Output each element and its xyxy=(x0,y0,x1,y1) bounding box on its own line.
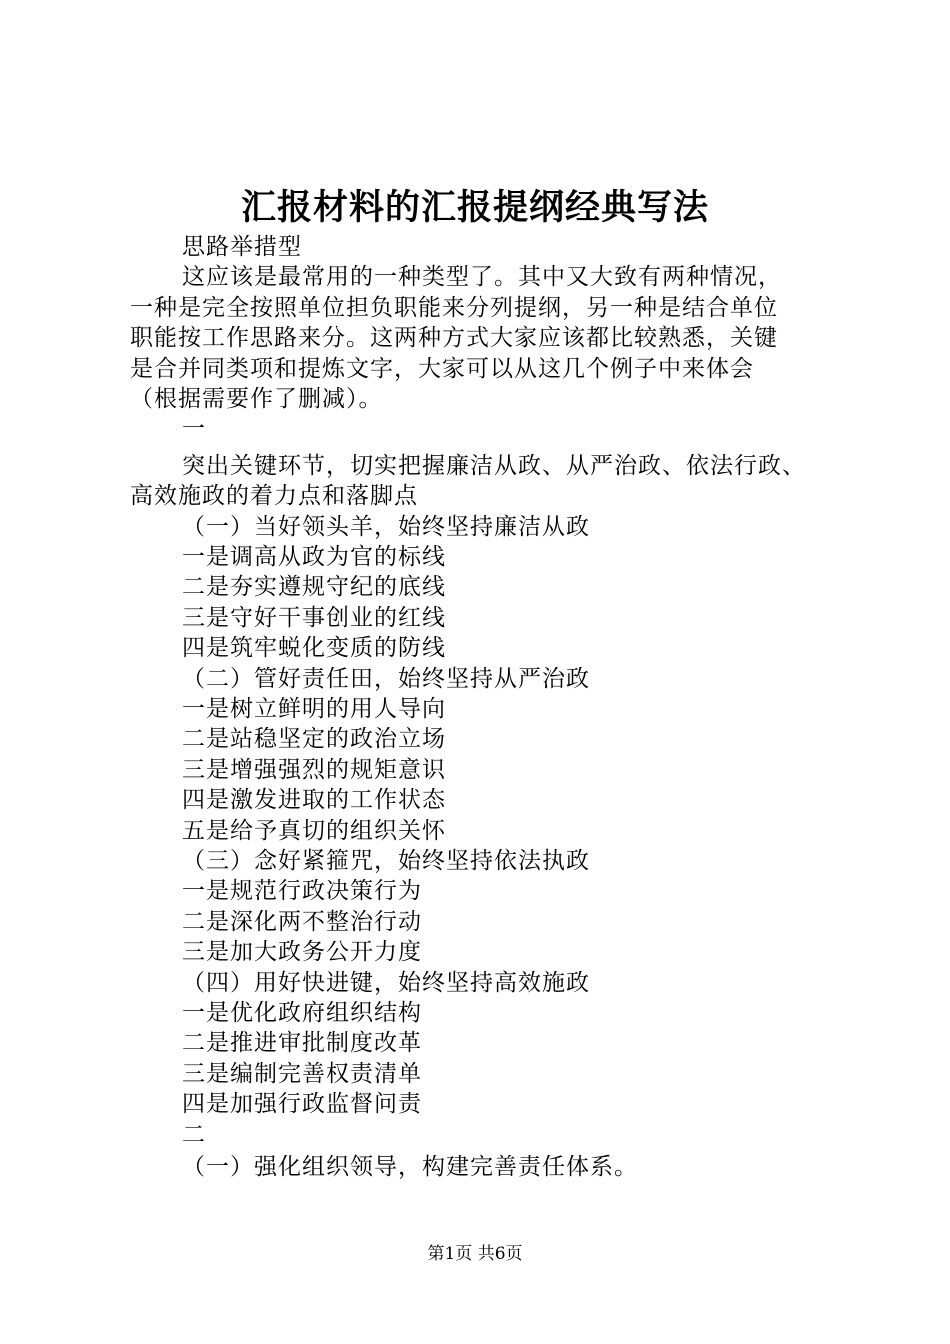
list-item: 二是站稳坚定的政治立场 xyxy=(182,726,446,752)
list-item: 一是规范行政决策行为 xyxy=(182,878,422,904)
list-item: 五是给予真切的组织关怀 xyxy=(182,818,446,844)
subheading: （二）管好责任田，始终坚持从严治政 xyxy=(182,666,590,692)
paragraph-line: 高效施政的着力点和落脚点 xyxy=(130,483,418,509)
list-item: 一是树立鲜明的用人导向 xyxy=(182,696,446,722)
subheading: （三）念好紧箍咒，始终坚持依法执政 xyxy=(182,848,590,874)
list-item: 四是加强行政监督问责 xyxy=(182,1091,422,1117)
list-item: 二是推进审批制度改革 xyxy=(182,1030,422,1056)
list-item: 三是守好干事创业的红线 xyxy=(182,605,446,631)
list-item: 二是深化两不整治行动 xyxy=(182,909,422,935)
list-item: 四是筑牢蜕化变质的防线 xyxy=(182,635,446,661)
document-title: 汇报材料的汇报提纲经典写法 xyxy=(240,187,709,228)
subheading: （四）用好快进键，始终坚持高效施政 xyxy=(182,970,590,996)
paragraph-line: 这应该是最常用的一种类型了。其中又大致有两种情况， xyxy=(182,264,782,290)
subheading: （一）强化组织领导，构建完善责任体系。 xyxy=(182,1154,638,1180)
list-item: 四是激发进取的工作状态 xyxy=(182,787,446,813)
paragraph-line: 思路举措型 xyxy=(182,234,302,260)
paragraph-line: 一种是完全按照单位担负职能来分列提纲，另一种是结合单位 xyxy=(130,295,778,321)
paragraph-line: 职能按工作思路来分。这两种方式大家应该都比较熟悉，关键 xyxy=(130,325,778,351)
list-item: 三是增强强烈的规矩意识 xyxy=(182,757,446,783)
list-item: 一是调高从政为官的标线 xyxy=(182,544,446,570)
paragraph-line: （根据需要作了删减）。 xyxy=(130,386,383,412)
list-item: 一是优化政府组织结构 xyxy=(182,1000,422,1026)
paragraph-line: 突出关键环节，切实把握廉洁从政、从严治政、依法行政、 xyxy=(182,453,806,479)
paragraph-line: 是合并同类项和提炼文字，大家可以从这几个例子中来体会 xyxy=(130,356,754,382)
section-number: 一 xyxy=(182,416,206,442)
subheading: （一）当好领头羊，始终坚持廉洁从政 xyxy=(182,514,590,540)
list-item: 二是夯实遵规守纪的底线 xyxy=(182,574,446,600)
list-item: 三是编制完善权责清单 xyxy=(182,1061,422,1087)
section-number: 二 xyxy=(182,1122,206,1148)
list-item: 三是加大政务公开力度 xyxy=(182,939,422,965)
page-footer: 第1页 共6页 xyxy=(427,1244,523,1264)
